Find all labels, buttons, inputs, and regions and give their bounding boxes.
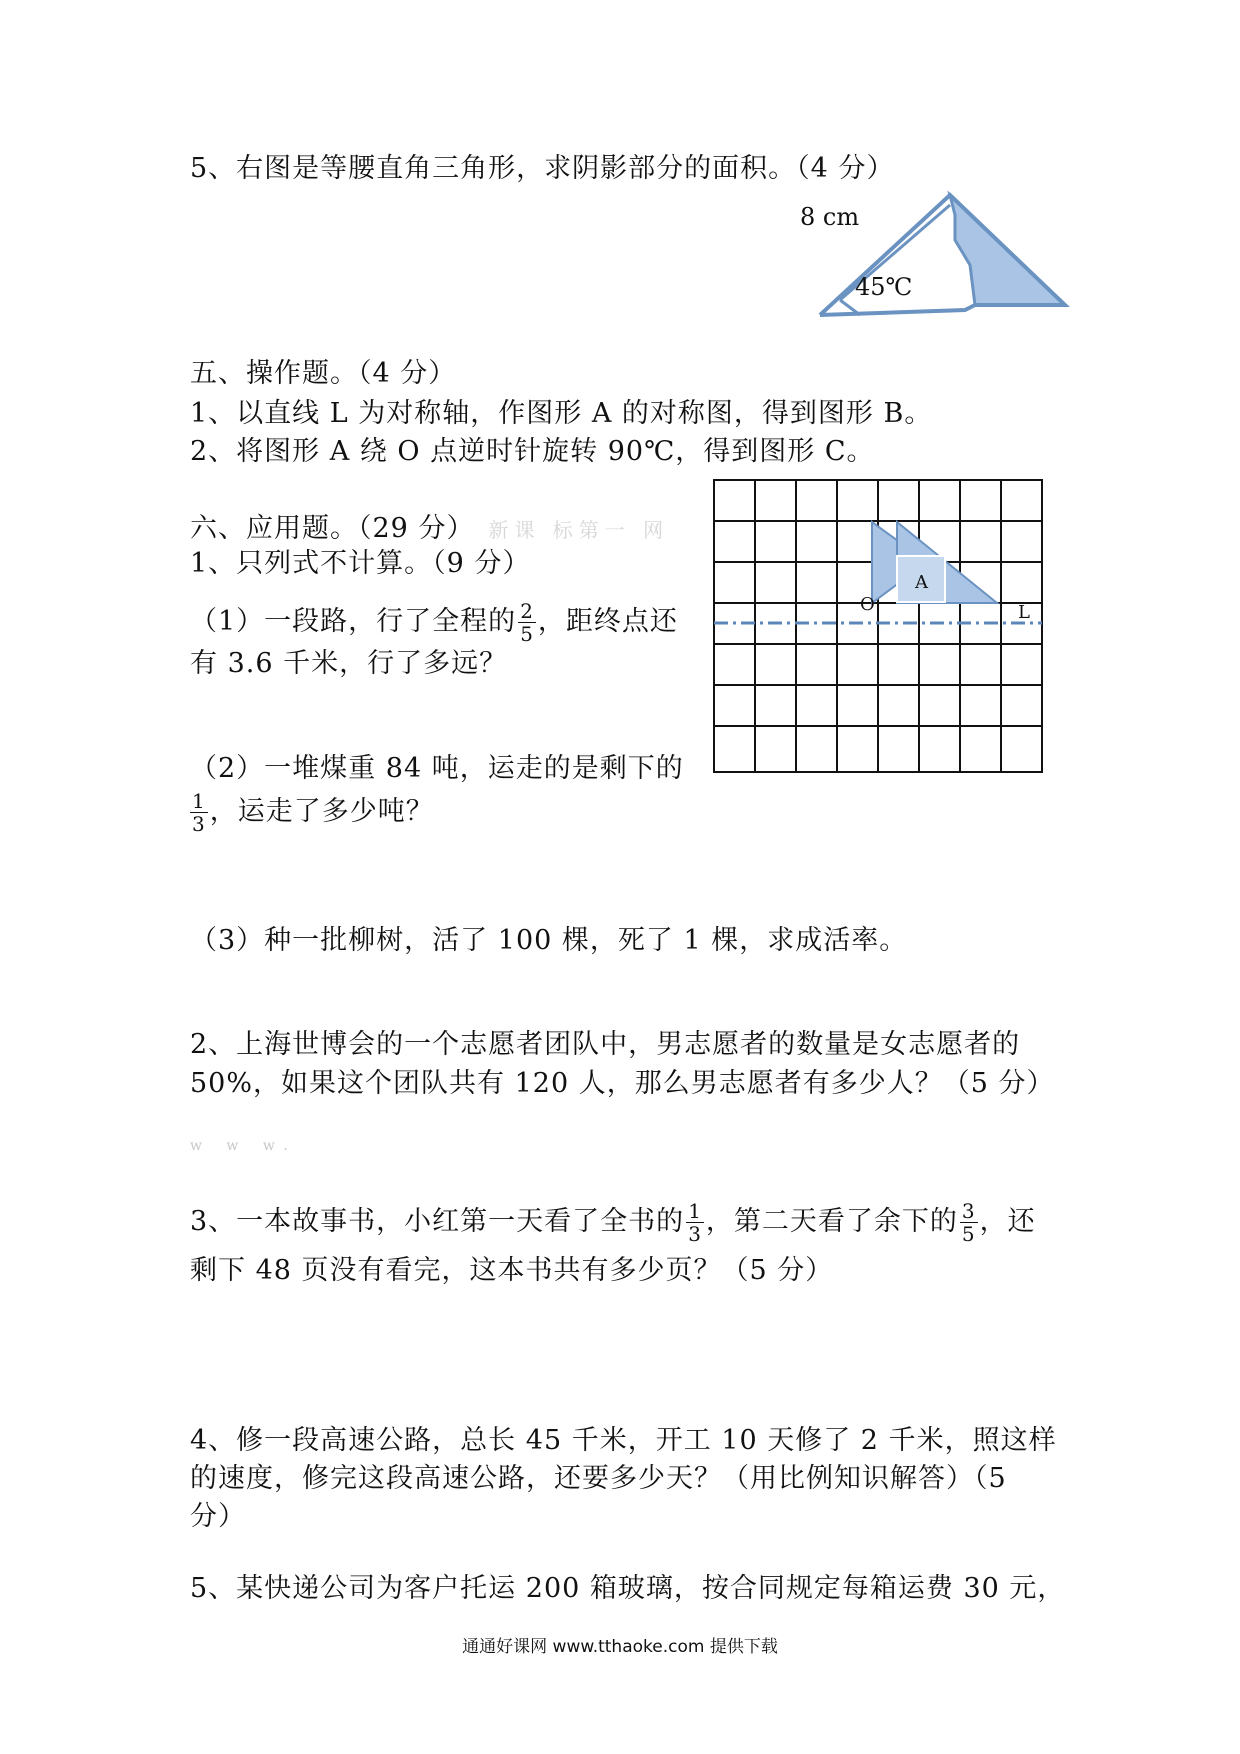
- question-1-part-3: （3）种一批柳树，活了 100 棵，死了 1 棵，求成活率。: [190, 925, 908, 956]
- section-5-item-2: 2、将图形 A 绕 O 点逆时针旋转 90℃，得到图形 C。: [190, 436, 875, 467]
- point-o-label: O: [860, 594, 875, 615]
- section-6-title: [190, 510, 669, 549]
- fraction-denominator: 5: [961, 1222, 976, 1246]
- angle-label: 45℃: [855, 273, 913, 301]
- part-1-after: ，距终点还: [537, 606, 678, 637]
- footer-text: 通通好课网 www.tthaoke.com 提供下载: [462, 1637, 778, 1657]
- fraction-3-5-q3: [960, 1200, 978, 1245]
- question-4-line-2: 的速度，修完这段高速公路，还要多少天？（用比例知识解答）（5: [190, 1463, 1007, 1494]
- fraction-1-3-q3: [686, 1200, 704, 1245]
- section-6-title-text: 六、应用题。（29 分）: [190, 513, 475, 544]
- section-5-item-1: 1、以直线 L 为对称轴，作图形 A 的对称图，得到图形 B。: [190, 398, 933, 429]
- fraction-2-5: [518, 600, 536, 645]
- part-1-before: （1）一段路，行了全程的: [190, 606, 517, 637]
- side-label: 8 cm: [800, 203, 860, 231]
- faint-www-text: w w w.: [190, 1138, 298, 1154]
- fraction-denominator: 3: [192, 812, 206, 836]
- question-3-line-1: [190, 1200, 1036, 1245]
- fraction-denominator: 5: [520, 622, 534, 646]
- axis-l-label: L: [1018, 602, 1030, 623]
- question-5-line-1: 5、某快递公司为客户托运 200 箱玻璃，按合同规定每箱运费 30 元，: [190, 1573, 1066, 1604]
- triangle-figure: [800, 180, 1070, 325]
- grid-lines: [714, 480, 1042, 772]
- question-3-before: 3、一本故事书，小红第一天看了全书的: [190, 1206, 685, 1237]
- section-5-title: 五、操作题。（4 分）: [190, 358, 457, 389]
- fraction-denominator: 3: [688, 1222, 702, 1246]
- question-2-line-2: 50%，如果这个团队共有 120 人，那么男志愿者有多少人？（5 分）: [190, 1068, 1055, 1099]
- question-1-title: 1、只列式不计算。（9 分）: [190, 548, 531, 579]
- question-3-after: ，还: [979, 1206, 1036, 1237]
- watermark-text: 新课 标第一 网: [488, 518, 670, 542]
- fraction-1-3: [190, 790, 208, 835]
- fraction-numerator: 3: [961, 1199, 976, 1223]
- question-3-line-2: 剩下 48 页没有看完，这本书共有多少页？（5 分）: [190, 1255, 834, 1286]
- question-2-line-1: 2、上海世博会的一个志愿者团队中，男志愿者的数量是女志愿者的: [190, 1029, 1021, 1060]
- fraction-numerator: 1: [688, 1199, 702, 1223]
- question-3-middle: ，第二天看了余下的: [705, 1206, 958, 1237]
- part-2-after: ，运走了多少吨？: [209, 796, 434, 827]
- question-1-part-1: [190, 600, 678, 645]
- question-1-part-2: （2）一堆煤重 84 吨，运走的是剩下的: [190, 753, 684, 784]
- question-1-part-1-line-2: 有 3.6 千米，行了多远？: [190, 648, 508, 679]
- question-1-part-2-line-2: [190, 790, 434, 835]
- question-5-geometry: 5、右图是等腰直角三角形，求阴影部分的面积。（4 分）: [190, 153, 895, 184]
- question-4-line-3: 分）: [190, 1501, 246, 1532]
- shape-a-label: A: [915, 572, 928, 593]
- fraction-numerator: 1: [192, 789, 206, 813]
- grid-figure: [712, 478, 1052, 778]
- question-4-line-1: 4、修一段高速公路，总长 45 千米，开工 10 天修了 2 千米，照这样: [190, 1425, 1057, 1456]
- fraction-numerator: 2: [520, 599, 534, 623]
